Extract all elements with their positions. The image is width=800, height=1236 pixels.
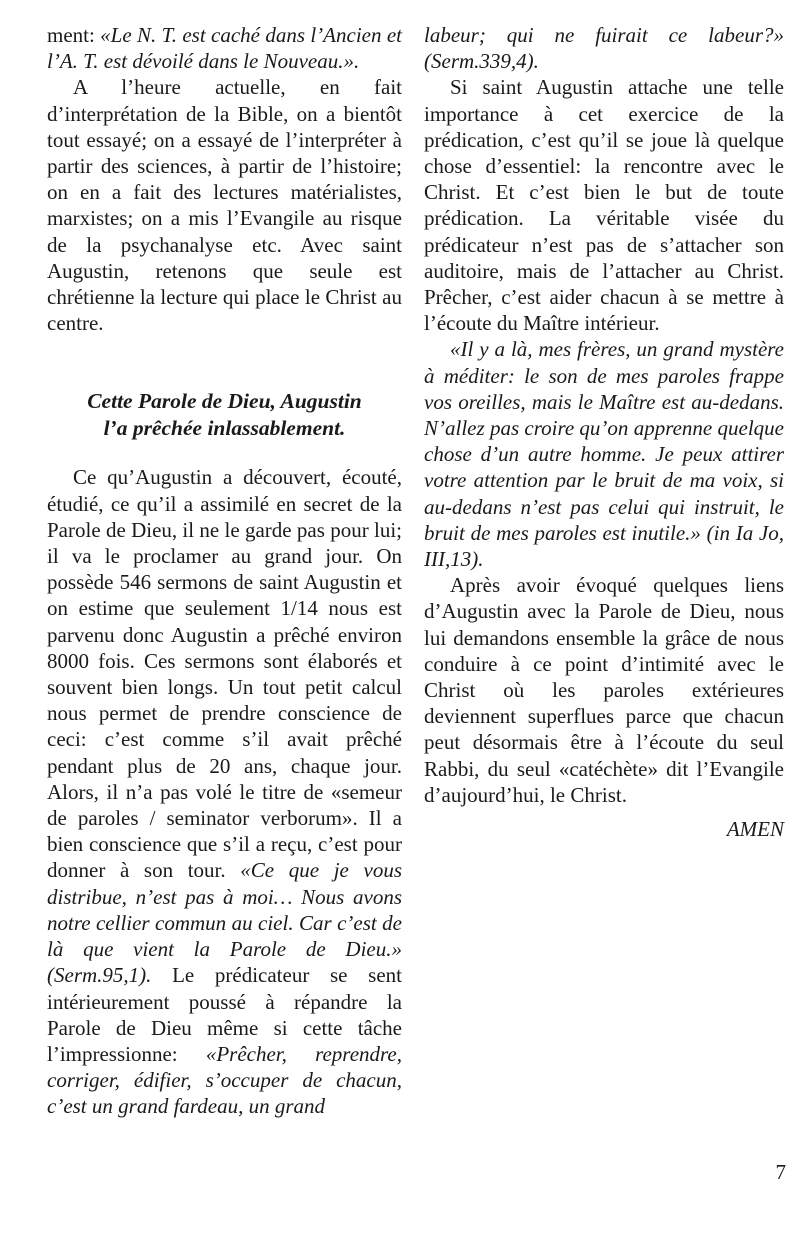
amen-signoff: AMEN bbox=[726, 817, 784, 842]
paragraph: Après avoir évoqué quelques liens d’Augustin avec la Parole de Dieu, nous lui demandons ensemble la grâce de nous conduire à ce point d’intimité avec le Christ où les paroles extérieures deviennent superflues parce que chacun peut désormais être à l’écoute du seul Rabbi, du seul «catéchète» dit l’Evangile d’aujourd’hui, le Christ. bbox=[424, 573, 784, 807]
section-heading: Cette Parole de Dieu, Augustin l’a prêchée inlassablement. bbox=[87, 389, 362, 441]
quote: «Il y a là, mes frères, un grand mystère à méditer: le son de mes paroles frappe vos oreilles, mais le Maître est au-dedans. N’allez pas croire qu’on apprenne quelque chose d’un autre homme. Je peux attirer votre attention par le bruit de ma voix, si au-dedans n’est pas celui qui instruit, le bruit de mes paroles est inutile.» (in Ia Jo, III,13). bbox=[424, 337, 784, 572]
paragraph: Si saint Augustin attache une telle importance à cet exercice de la prédication, c’est qu’il se joue là quelque chose d’essentiel: la rencontre avec le Christ. Et c’est bien le but de toute prédication. La véritable visée du prédicateur n’est pas de s’attacher son auditoire, mais de l’attacher au Christ. Prêcher, c’est aider chacun à se mettre à l’écoute du Maître intérieur. bbox=[424, 75, 784, 336]
paragraph: Ce qu’Augustin a découvert, écouté, étudié, ce qu’il a assimilé en secret de la Parole de Dieu, il ne le garde pas pour lui; il va le proclamer au grand jour. On possède 546 sermons de saint Augustin et on estime que seulement 1/14 nous est parvenu donc Augustin a prêché environ 8000 fois. Ces sermons sont élaborés et souvent bien longs. Un tout petit calcul nous permet de prendre conscience de ceci: c’est comme s’il avait prêché pendant plus de 20 ans, chaque jour. Alors, il n’a pas volé le titre de «semeur de paroles / seminator verborum». Il a bien conscience que s’il a reçu, c’est pour donner à son tour. «Ce que je vous distribue, n’est pas à moi… Nous avons notre cellier commun au ciel. Car c’est de là que vient la Parole de Dieu.» (Serm.95,1). Le prédicateur se sent intérieurement poussé à répandre la Parole de Dieu même si cette tâche l’impressionne: «Prêcher, reprendre, corriger, édifier, s’occuper de chacun, c’est un grand fardeau, un grand bbox=[47, 465, 402, 1119]
page-number: 7 bbox=[775, 1160, 786, 1184]
quote-continuation: labeur; qui ne fuirait ce labeur?» (Serm.339,4). bbox=[424, 23, 784, 74]
quote: «Prêcher, reprendre, corriger, édifier, s’occuper de chacun, c’est un grand fardeau, un grand bbox=[47, 1041, 402, 1119]
paragraph-continuation: ment: «Le N. T. est caché dans l’Ancien et l’A. T. est dévoilé dans le Nouveau.». bbox=[47, 23, 402, 74]
paragraph: A l’heure actuelle, en fait d’interprétation de la Bible, on a bientôt tout essayé; on a essayé de l’interpréter à partir des sciences, à partir de l’histoire; on en a fait des lectures matérialistes, marxistes; on a mis l’Evangile au risque de la psychanalyse etc. Avec saint Augustin, retenons que seule est chrétienne la lecture qui place le Christ au centre. bbox=[47, 75, 402, 336]
left-column bbox=[47, 22, 402, 1120]
quote: «Ce que je vous distribue, n’est pas à moi… Nous avons notre cellier commun au ciel. Car c’est de là que vient la Parole de Dieu.» (Serm.95,1). bbox=[47, 858, 402, 988]
right-column bbox=[424, 22, 784, 842]
quote: «Le N. T. est caché dans l’Ancien et l’A. T. est dévoilé dans le Nouveau.». bbox=[47, 23, 402, 74]
